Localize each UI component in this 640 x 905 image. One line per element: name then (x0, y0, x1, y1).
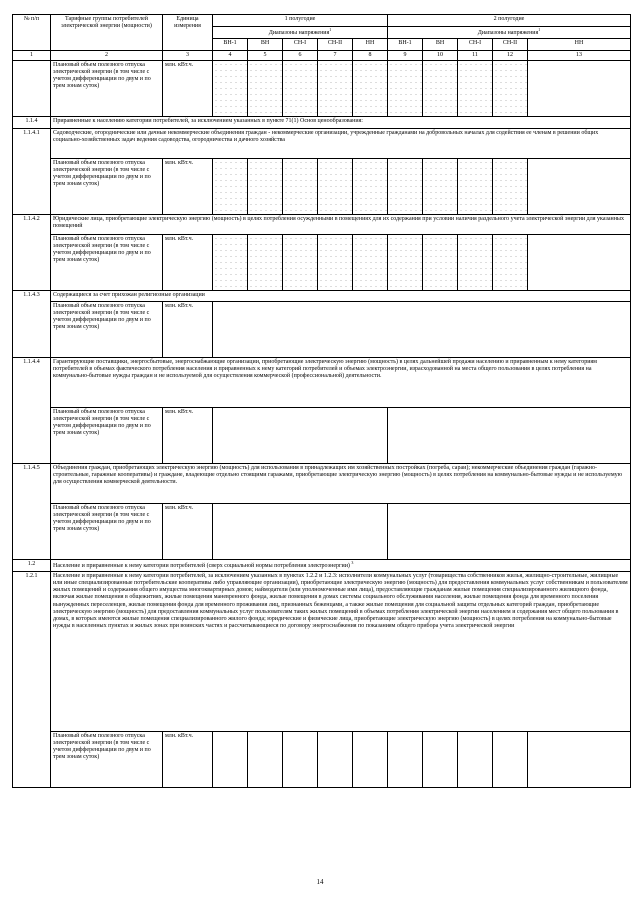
colnum: 8 (353, 51, 388, 61)
header-ranges-1: Диапазоны напряжения$^1$ (213, 27, 388, 39)
colnum: 7 (318, 51, 353, 61)
colnum: 13 (528, 51, 631, 61)
section-row-1-2-1 (13, 572, 631, 732)
planned-label: Плановый объем полезного отпуска электрической энергии (в том числе с учетом дифференциации по двум и по трем зонам суток) (51, 61, 163, 117)
planned-label: Плановый объем полезного отпуска электрической энергии (в том числе с учетом дифференциации по двум и по трем зонам суток) (51, 235, 163, 291)
colnum: 1 (13, 51, 51, 61)
planned-label: Плановый объем полезного отпуска электрической энергии (в том числе с учетом дифференциации по двум и по трем зонам суток) (51, 408, 163, 464)
unit-cell: млн. кВт.ч. (163, 408, 213, 464)
planned-row (13, 61, 631, 117)
level-nn: НН (353, 39, 388, 51)
section-number: 1.1.4.2 (13, 215, 51, 291)
level-nn: НН (528, 39, 631, 51)
colnum: 3 (163, 51, 213, 61)
level-vn: ВН (423, 39, 458, 51)
section-text: Объединения граждан, приобретающих электрическую энергию (мощность) для использования в принадлежащих им хозяйственных постройках (погреба, сараи); некоммерческие объединения граждан (гаражно-строительные, гаражные кооперативы) и граждане, владеющие отдельно стоящими гаражами, приобретающие электрическую энергию (мощность) в целях потребления на коммунально-бытовые нужды и не используемую для осуществления коммерческой деятельности. (51, 464, 631, 504)
colnum: 4 (213, 51, 248, 61)
level-vn: ВН (248, 39, 283, 51)
colnum: 11 (458, 51, 493, 61)
section-number: 1.1.4 (13, 117, 51, 129)
unit-cell: млн. кВт.ч. (163, 732, 213, 788)
colnum: 6 (283, 51, 318, 61)
section-number: 1.1.4.3 (13, 291, 51, 358)
planned-label: Плановый объем полезного отпуска электрической энергии (в том числе с учетом дифференциации по двум и по трем зонам суток) (51, 504, 163, 560)
header-ranges-2: Диапазоны напряжения$^1$ (388, 27, 631, 39)
section-text: Юридические лица, приобретающие электрическую энергию (мощность) в целях потребления осужденными в помещениях для их содержания при условии наличия раздельного учета электрической энергии для указанных помещений (51, 215, 631, 235)
section-text: Население и приравненные к нему категории потребителей, за исключением указанных в пунктах 1.2.2 и 1.2.3: исполнители коммунальных услуг (товарищества собственников жилья, жилищно-строительные, жилищные или иные специализированные потребительские кооперативы либо управляющие организации), приобретающие электрическую энергию (мощность) для предоставления коммунальных услуг собственникам и пользователям жилых помещений и содержания общего имущества многоквартирных домов; наймодатели (или уполномоченные ими лица), предоставляющие гражданам жилые помещения специализированного жилищного фонда, включая жилые помещения в общежитиях, жилые помещения маневренного фонда, жилые помещения в домах системы социального обслуживания населения, жилые помещения фонда для временного поселения вынужденных переселенцев, жилые помещения фонда для временного проживания лиц, признанных беженцами, а также жилые помещения для социальной защиты отдельных категорий граждан, приобретающие электрическую энергию (мощность) для предоставления коммунальных услуг пользователям таких жилых помещений в объемах потребления электрической энергии населением и содержания мест общего пользования в домах, в которых имеются жилые помещения специализированного жилого фонда; юридические и физические лица, приобретающие электрическую энергию (мощность) в целях потребления на коммунально-бытовые нужды в населенных пунктах и жилых зонах при воинских частях и рассчитывающиеся по договору энергоснабжения по показаниям общего прибора учета электрической энергии (51, 572, 631, 732)
level-vn1: ВН-1 (388, 39, 423, 51)
section-row-1-1-4-4 (13, 358, 631, 408)
section-row-1-2 (13, 560, 631, 572)
level-sn1: СН-I (458, 39, 493, 51)
unit-cell: млн. кВт.ч. (163, 504, 213, 560)
planned-row (13, 504, 631, 560)
colnum: 9 (388, 51, 423, 61)
unit-cell: млн. кВт.ч. (163, 159, 213, 215)
unit-cell: млн. кВт.ч. (163, 302, 213, 358)
section-row-1-1-4-5 (13, 464, 631, 504)
section-row-1-1-4-3 (13, 291, 631, 302)
section-number: 1.1.4.5 (13, 464, 51, 560)
planned-row (13, 732, 631, 788)
level-sn2: СН-II (493, 39, 528, 51)
planned-row (13, 408, 631, 464)
header-half1: 1 полугодие (213, 15, 388, 27)
colnum: 12 (493, 51, 528, 61)
section-row-1-1-4-2 (13, 215, 631, 235)
planned-label: Плановый объем полезного отпуска электрической энергии (в том числе с учетом дифференциации по двум и по трем зонам суток) (51, 159, 163, 215)
planned-label: Плановый объем полезного отпуска электрической энергии (в том числе с учетом дифференциации по двум и по трем зонам суток) (51, 302, 163, 358)
column-numbers-row (13, 51, 631, 61)
section-row-1-1-4 (13, 117, 631, 129)
colnum: 5 (248, 51, 283, 61)
section-text: Население и приравненные к нему категории потребителей (сверх социальной нормы потребления электроэнергии) $^3$ (51, 560, 631, 572)
section-number: 1.2.1 (13, 572, 51, 788)
page-number: 14 (316, 878, 324, 886)
section-text: Содержащиеся за счет прихожан религиозные организации (51, 291, 631, 302)
section-text: Садоводческие, огороднические или дачные некоммерческие объединения граждан - некоммерческие организации, учрежденные гражданами на добровольных началах для содействия ее членам в решении общих социально-хозяйственных задач ведения садоводства, огородничества и дачного хозяйства (51, 129, 631, 159)
section-row-1-1-4-1 (13, 129, 631, 159)
tariff-table (12, 14, 631, 788)
level-sn2: СН-II (318, 39, 353, 51)
level-sn1: СН-I (283, 39, 318, 51)
header-num: № п/п (13, 15, 51, 51)
section-number: 1.2 (13, 560, 51, 572)
unit-cell: млн. кВт.ч. (163, 235, 213, 291)
planned-row (13, 235, 631, 291)
planned-row (13, 302, 631, 358)
colnum: 10 (423, 51, 458, 61)
planned-label: Плановый объем полезного отпуска электрической энергии (в том числе с учетом дифференциации по двум и по трем зонам суток) (51, 732, 163, 788)
level-vn1: ВН-1 (213, 39, 248, 51)
planned-row (13, 159, 631, 215)
section-number: 1.1.4.1 (13, 129, 51, 215)
section-text: Гарантирующие поставщики, энергосбытовые, энергоснабжающие организации, приобретающие электрическую энергию (мощность) в целях дальнейшей продажи населению и приравненным к нему категориям потребителей в объемах фактического потребления населения и приравненных к нему категорий потребителей и объемах электроэнергии, израсходованной на места общего пользования в целях потребления на коммунально-бытовые нужды граждан и не используемой для осуществления коммерческой (профессиональной) деятельности. (51, 358, 631, 408)
section-number: 1.1.4.4 (13, 358, 51, 464)
section-text: Приравненные к населению категории потребителей, за исключением указанных в пункте 71(1) Основ ценообразования: (51, 117, 631, 129)
unit-cell: млн. кВт.ч. (163, 61, 213, 117)
header-half2: 2 полугодие (388, 15, 631, 27)
header-groups: Тарифные группы потребителей электрической энергии (мощности) (51, 15, 163, 51)
header-unit: Единица измерения (163, 15, 213, 51)
colnum: 2 (51, 51, 163, 61)
